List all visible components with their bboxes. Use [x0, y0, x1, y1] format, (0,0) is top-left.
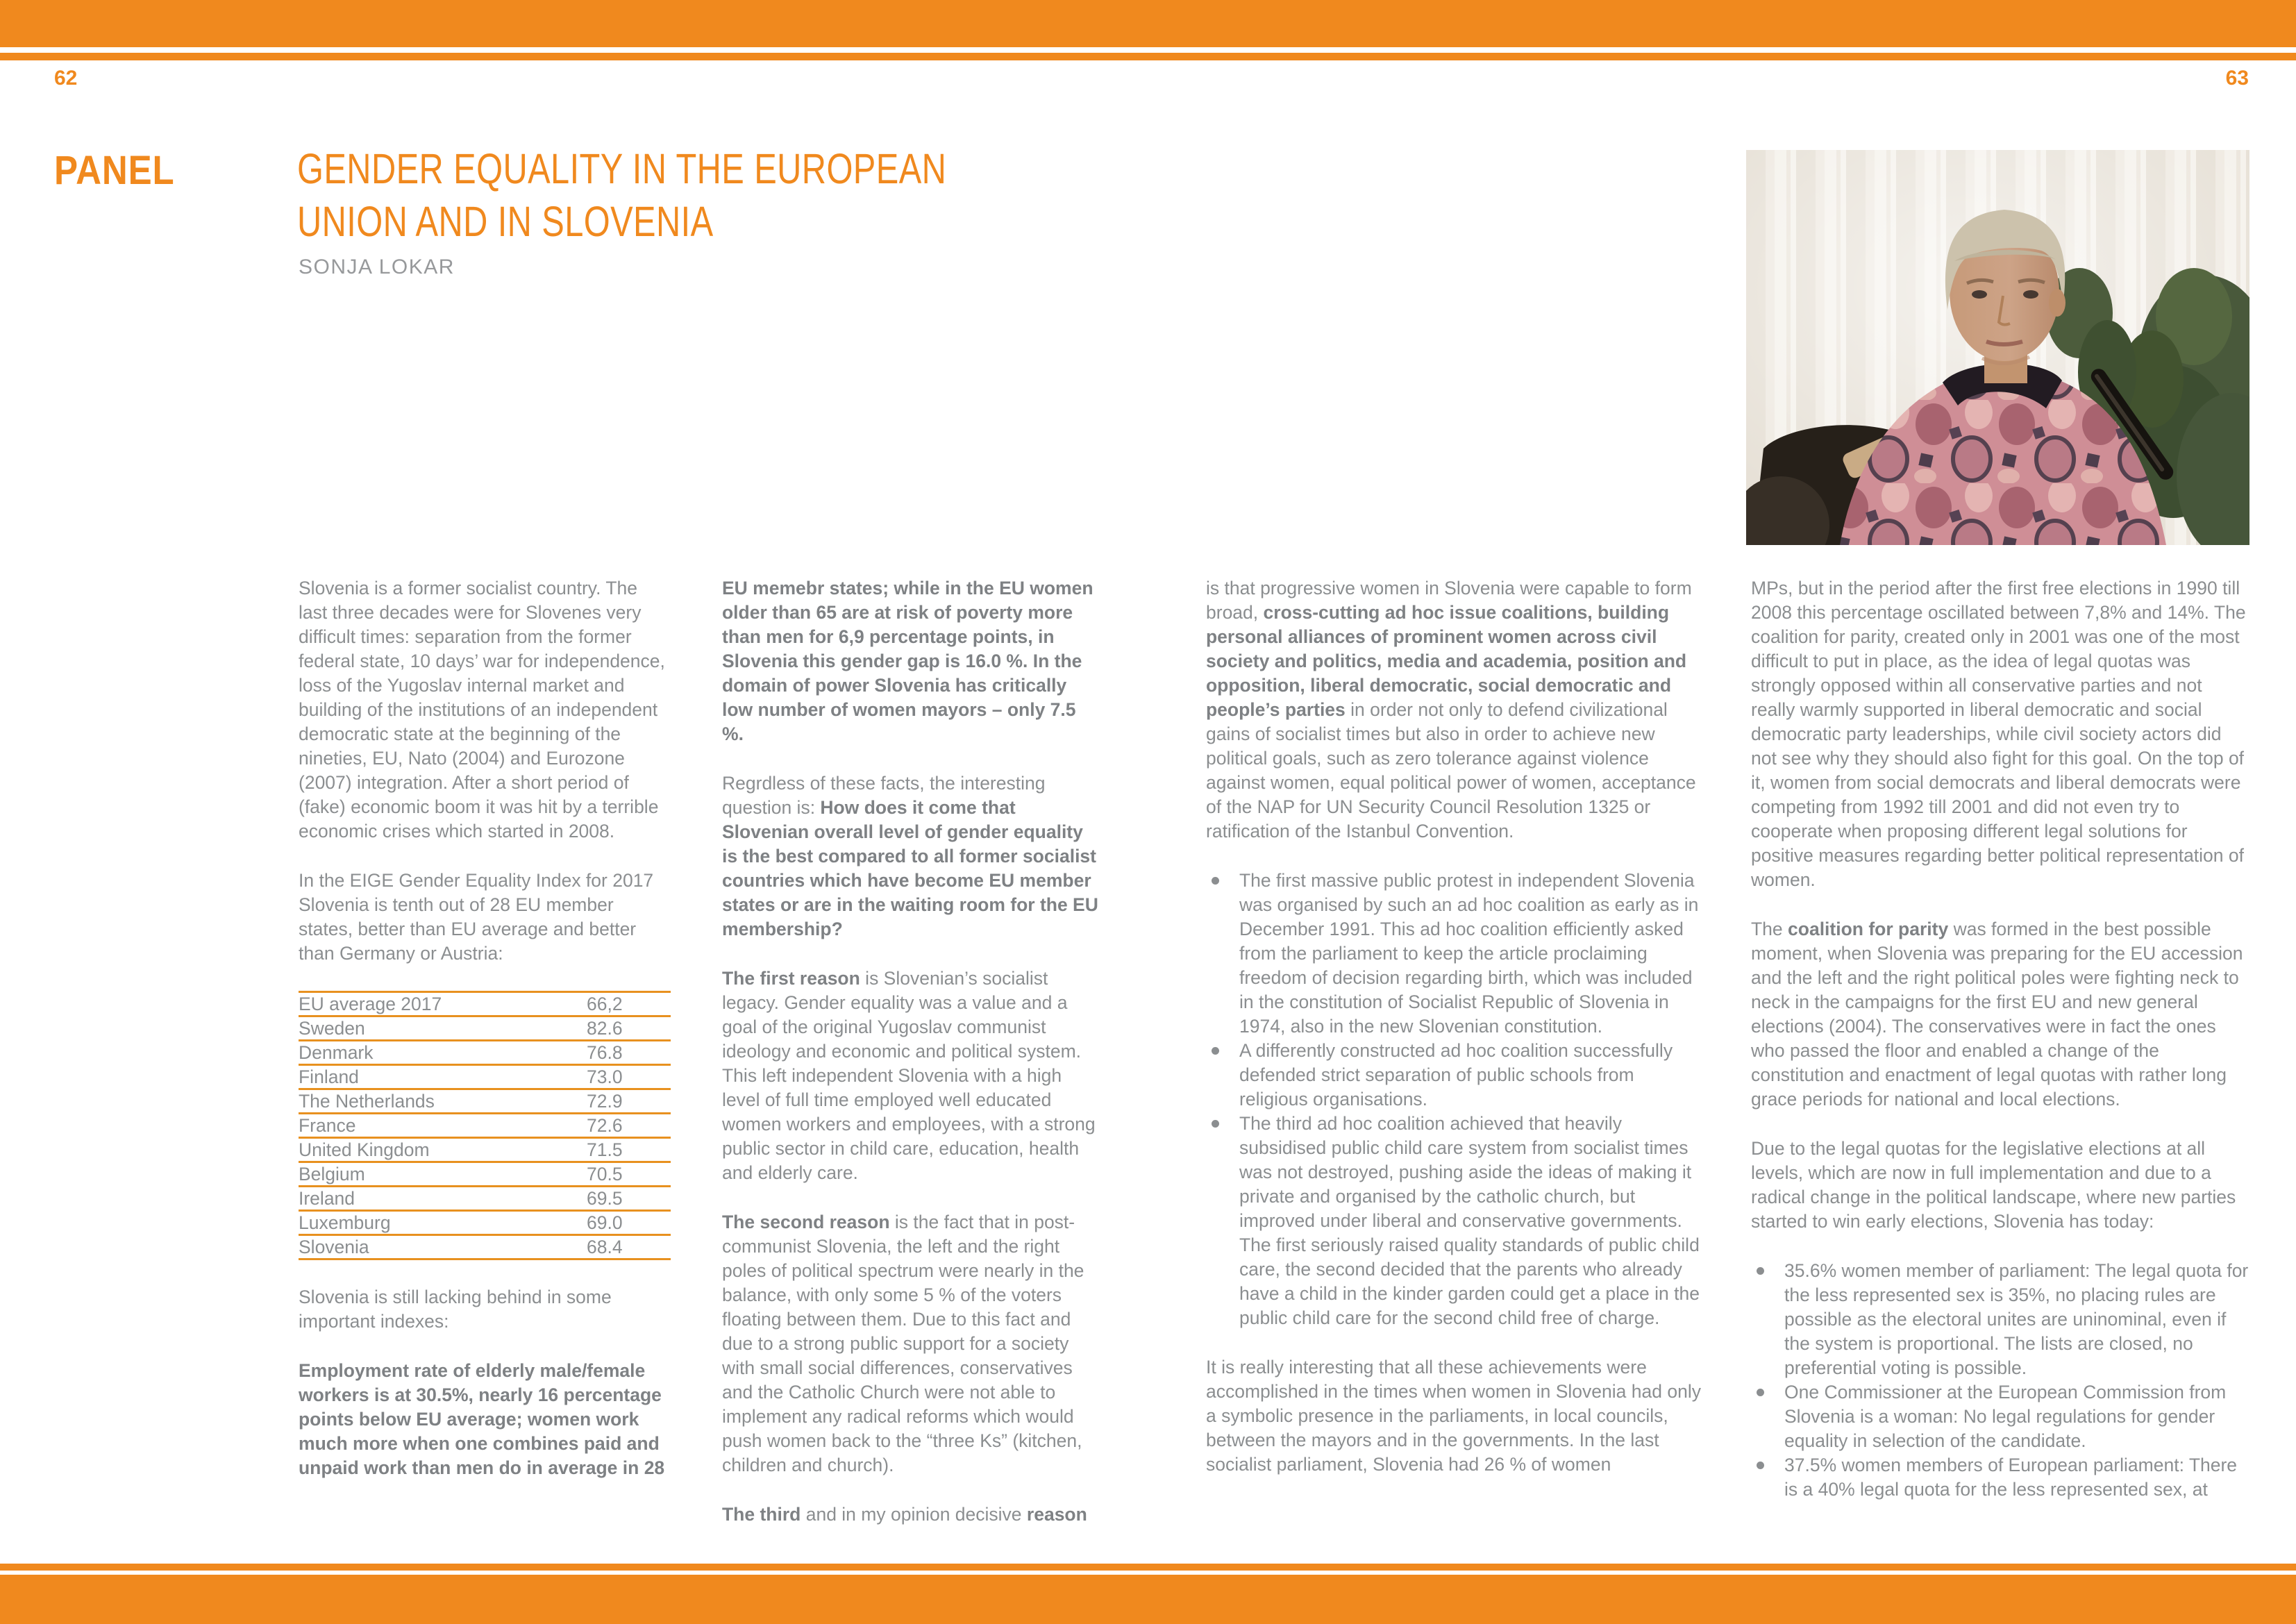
table-row-label: United Kingdom [299, 1139, 430, 1160]
table-row-label: France [299, 1114, 356, 1136]
table-row-value: 73.0 [587, 1066, 623, 1087]
table-row-value: 82.6 [587, 1017, 623, 1039]
bullet-list [1206, 869, 1706, 1330]
panel-label: PANEL [54, 148, 175, 193]
table-row-value: 69.5 [587, 1187, 623, 1209]
paragraph: Regrdless of these facts, the interesting question is: How does it come that Slovenian overall level of gender equality is the best compared to all former socialist countries which have become EU member states or are in the waiting room for the EU membership? [722, 773, 1098, 939]
table-row [299, 1114, 671, 1139]
table-row-label: Denmark [299, 1041, 374, 1063]
paragraph: Slovenia is still lacking behind in some important indexes: [299, 1287, 612, 1332]
table-row-value: 66,2 [587, 993, 623, 1014]
column-1 [299, 576, 671, 1480]
table-row [299, 1236, 671, 1260]
table-row-label: EU average 2017 [299, 993, 442, 1014]
column-2 [722, 576, 1098, 1527]
portrait-photo [1746, 150, 2249, 545]
eige-index-table [299, 991, 671, 1260]
table-row [299, 1139, 671, 1163]
table-row-value: 72.9 [587, 1090, 623, 1112]
table-row-value: 72.6 [587, 1114, 623, 1136]
top-bar-thin [0, 53, 2296, 60]
eye-left [1972, 290, 1987, 299]
table-row [299, 1187, 671, 1212]
table-row-value: 76.8 [587, 1041, 623, 1063]
bullet-item: The third ad hoc coalition achieved that heavily subsidised public child care system from socialist times was not destroyed, pushing aside the ideas of making it private and organised by the catholic church, but improved under liberal and conservative governments. The first seriously raised quality standards of public child care, the second decided that the parents who already have a child in the kinder garden could get a place in the public child care for the second child free of charge. [1206, 1112, 1706, 1330]
table-row [299, 1163, 671, 1187]
table-row [299, 1041, 671, 1066]
table-row-value: 68.4 [587, 1236, 623, 1257]
column-3 [1206, 576, 1706, 1477]
bullet-list [1751, 1259, 2249, 1502]
bullet-item: The first massive public protest in independent Slovenia was organised by such an ad hoc coalition as early as in December 1991. This ad hoc coalition efficiently asked from the parliament to keep the article proclaiming freedom of decision regarding birth, which was included in the constitution of Socialist Republic of Slovenia in 1974, also in the new Slovenian constitution. [1206, 869, 1706, 1039]
paragraph: Slovenia is a former socialist country. The last three decades were for Slovenes very difficult times: separation from the former federal state, 10 days’ war for independence, loss of the Yugoslav internal market and building of the institutions of an independent democratic state at the beginning of the nineties, EU, Nato (2004) and Eurozone (2007) integration. After a short period of (fake) economic boom it was hit by a terrible economic crises which started in 2008. [299, 578, 665, 842]
bullet-item: 35.6% women member of parliament: The legal quota for the less represented sex is 35%, no placing rules are possible as the electoral unites are uninominal, even if the system is proportional. The lists are closed, no preferential voting is possible. [1751, 1259, 2249, 1380]
eye-right [2023, 290, 2038, 299]
bullet-item: One Commissioner at the European Commission from Slovenia is a woman: No legal regulations for gender equality in selection of the candidate. [1751, 1380, 2249, 1453]
table-row-label: Belgium [299, 1163, 365, 1184]
portrait-photo-art [1746, 150, 2249, 545]
article-title [297, 142, 946, 248]
table-row-label: Sweden [299, 1017, 365, 1039]
paragraph: In the EIGE Gender Equality Index for 2017 Slovenia is tenth out of 28 EU member states, better than EU average and better than Germany or Austria: [299, 870, 654, 964]
paragraph: The second reason is the fact that in post-communist Slovenia, the left and the right poles of political spectrum were nearly in the balance, with only some 5 % of the voters floating between them. Due to this fact and due to a strong public support for a society with small social differences, conservatives and the Catholic Church were not able to implement any radical reforms which would push women back to the “three Ks” (kitchen, children and church). [722, 1212, 1084, 1475]
paragraph: Due to the legal quotas for the legislative elections at all levels, which are now in full implementation and due to a radical change in the political landscape, where new parties started to win early elections, Slovenia has today: [1751, 1138, 2236, 1232]
paragraph: MPs, but in the period after the first free elections in 1990 till 2008 this percentage oscillated between 7,8% and 14%. The coalition for parity, created only in 2001 was one of the most difficult to put in place, as the idea of legal quotas was strongly opposed within all conservative parties and not really warmly supported in liberal democratic and social democratic party leaderships, while civil society actors did not see why they should also fight for this goal. On the top of it, women from social democrats and liberal democrats were competing from 1992 till 2001 and did not even try to cooperate when proposing different legal solutions for positive measures regarding better political representation of women. [1751, 578, 2246, 890]
bottom-bar-thin [0, 1564, 2296, 1571]
table-row-value: 70.5 [587, 1163, 623, 1184]
page-number-right: 63 [2225, 67, 2249, 90]
table-row-value: 69.0 [587, 1212, 623, 1233]
article-title-line1: GENDER EQUALITY IN THE EUROPEAN [297, 145, 947, 192]
table-row-value: 71.5 [587, 1139, 623, 1160]
table-row-label: Ireland [299, 1187, 355, 1209]
bottom-bar-thick [0, 1575, 2296, 1624]
table-row-label: The Netherlands [299, 1090, 435, 1112]
paragraph: EU memebr states; while in the EU women older than 65 are at risk of poverty more than men for 6,9 percentage points, in Slovenia this gender gap is 16.0 %. In the domain of power Slovenia has critically low number of women mayors – only 7.5 %. [722, 578, 1093, 744]
bullet-item: A differently constructed ad hoc coalition successfully defended strict separation of public schools from religious organisations. [1206, 1039, 1706, 1112]
table-row-label: Finland [299, 1066, 359, 1087]
table-row [299, 1090, 671, 1114]
table-row-label: Luxemburg [299, 1212, 391, 1233]
article-title-line2: UNION AND IN SLOVENIA [297, 198, 714, 245]
table-row [299, 1017, 671, 1041]
paragraph: is that progressive women in Slovenia were capable to form broad, cross-cutting ad hoc issue coalitions, building personal alliances of prominent women across civil society and politics, media and academia, position and opposition, liberal democratic, social democratic and people’s parties in order not only to defend civilizational gains of socialist times but also in order to achieve new political goals, such as zero tolerance against violence against women, equal political power of women, acceptance of the NAP for UN Security Council Resolution 1325 or ratification of the Istanbul Convention. [1206, 578, 1696, 842]
article-author: SONJA LOKAR [299, 256, 455, 278]
table-row-label: Slovenia [299, 1236, 369, 1257]
bullet-item: 37.5% women members of European parliament: There is a 40% legal quota for the less represented sex, at [1751, 1453, 2249, 1502]
paragraph: The first reason is Slovenian’s socialist legacy. Gender equality was a value and a goal of the original Yugoslav communist ideology and economic and political system. This left independent Slovenia with a high level of full time employed well educated women workers and employees, with a strong public sector in child care, education, health and elderly care. [722, 968, 1096, 1183]
paragraph: Employment rate of elderly male/female workers is at 30.5%, nearly 16 percentage points below EU average; women work much more when one combines paid and unpaid work than men do in average in 28 [299, 1360, 665, 1478]
table-row [299, 1066, 671, 1090]
column-4 [1751, 576, 2249, 1527]
paragraph: It is really interesting that all these achievements were accomplished in the times when women in Slovenia had only a symbolic presence in the parliaments, in local councils, between the mayors and in the governments. In the last socialist parliament, Slovenia had 26 % of women [1206, 1357, 1701, 1475]
page-number-left: 62 [54, 67, 78, 90]
table-row [299, 1212, 671, 1236]
paragraph: The coalition for parity was formed in the best possible moment, when Slovenia was preparing for the EU accession and the left and the right political poles were fighting neck to neck in the campaigns for the first EU and new general elections (2004). The conservatives were in fact the ones who passed the floor and enabled a change of the constitution and enactment of legal quotas with rather long grace periods for national and local elections. [1751, 919, 2243, 1110]
paragraph: The third and in my opinion decisive reason [722, 1504, 1087, 1525]
ear [2049, 289, 2065, 317]
top-bar-thick [0, 0, 2296, 47]
table-row [299, 993, 671, 1017]
